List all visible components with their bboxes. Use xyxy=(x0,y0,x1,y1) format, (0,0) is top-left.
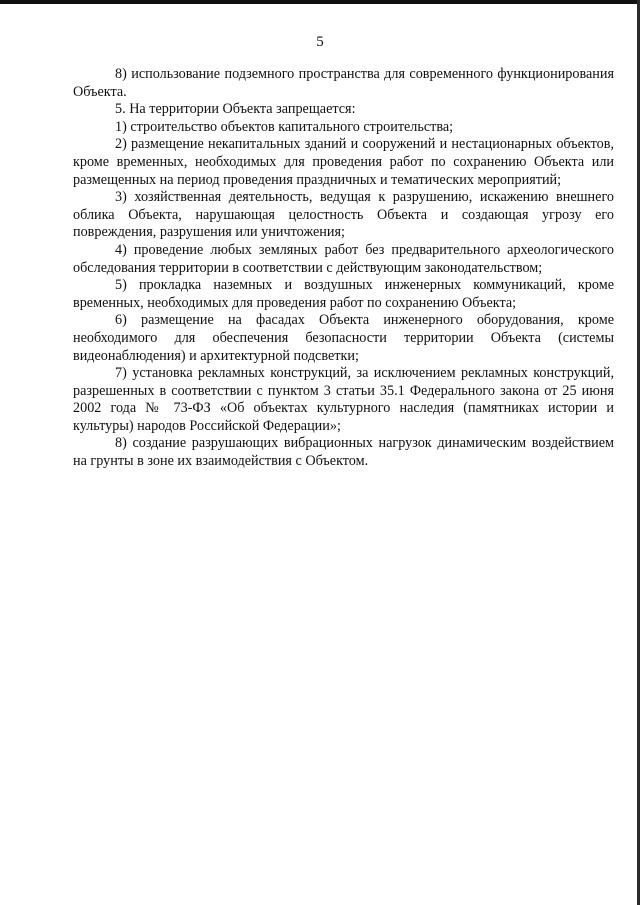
paragraph-item-4: 4) проведение любых земляных работ без предварительного археологического обследования территории в соответствии с действующим законодательством; xyxy=(73,241,614,276)
page-number: 5 xyxy=(316,34,324,50)
paragraph-section-5-heading: 5. На территории Объекта запрещается: xyxy=(115,101,356,118)
paragraph-item-8-underground: 8) использование подземного пространства для современного функционирования Объекта. xyxy=(73,66,614,100)
paragraph-item-5: 5) прокладка наземных и воздушных инженерных коммуникаций, кроме временных, необходимых для проведения работ по сохранению Объекта; xyxy=(73,277,614,311)
paragraph-item-8: 8) создание разрушающих вибрационных нагрузок динамическим воздействием на грунты в зоне их взаимодействия с Объектом. xyxy=(73,435,614,470)
paragraph-item-3: 3) хозяйственная деятельность, ведущая к разрушению, искажению внешнего облика Объекта, нарушающая целостность Объекта и создающая угрозу его повреждения, разрушения или уничтожения; xyxy=(73,189,614,241)
paragraph-item-1: 1) строительство объектов капитального строительства; xyxy=(115,118,454,135)
scan-edge-top xyxy=(0,0,640,4)
paragraph-item-7: 7) установка рекламных конструкций, за исключением рекламных конструкций, разрешенных в соответствии с пунктом 3 статьи 35.1 Федерального закона от 25 июня 2002 года № 73-ФЗ «Об объектах культурного наследия (памятниках истории и культуры) народов Российской Федерации»; xyxy=(73,365,614,434)
document-body xyxy=(73,66,614,471)
paragraph-item-2: 2) размещение некапитальных зданий и сооружений и нестационарных объектов, кроме временных, необходимых для проведения работ по сохранению Объекта или размещенных на период проведения праздничных и тематических мероприятий; xyxy=(73,136,614,188)
paragraph-item-6: 6) размещение на фасадах Объекта инженерного оборудования, кроме необходимого для обеспечения безопасности территории Объекта (системы видеонаблюдения) и архитектурной подсветки; xyxy=(73,312,614,364)
